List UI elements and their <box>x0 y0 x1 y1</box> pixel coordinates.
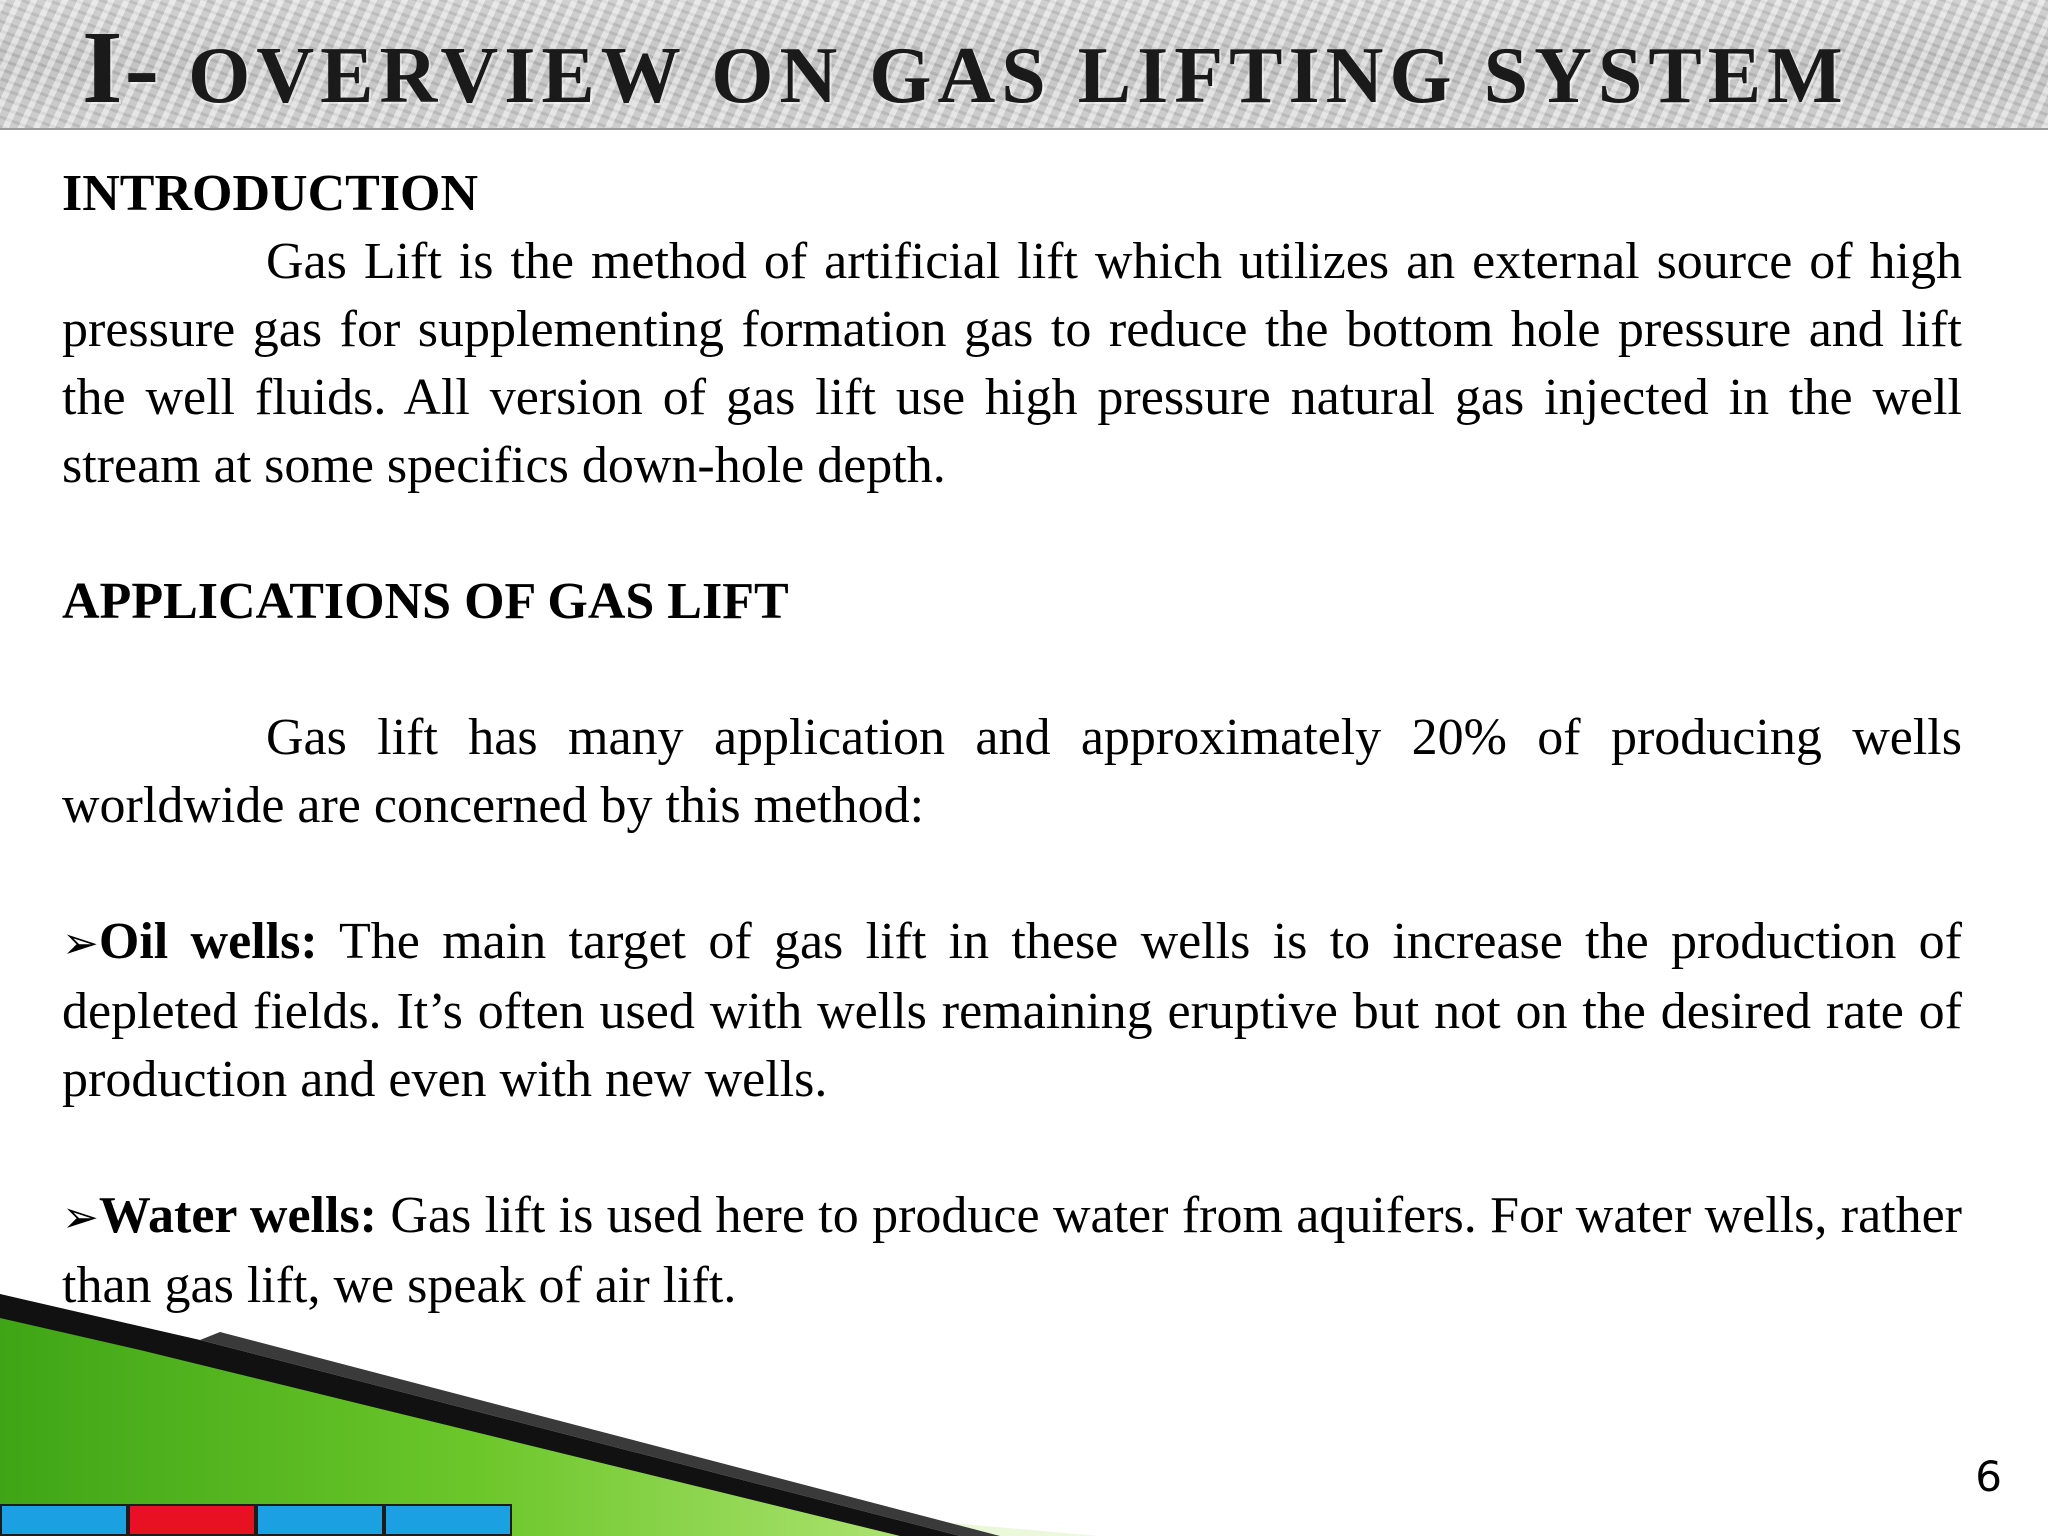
color-strip <box>0 1504 512 1536</box>
strip-block <box>384 1504 512 1536</box>
title-prefix: I- <box>82 10 162 125</box>
arrow-bullet-icon: ➢ <box>62 918 99 969</box>
title-main: OVERVIEW ON GAS LIFTING SYSTEM <box>188 32 1849 120</box>
spacer <box>62 1114 1962 1182</box>
introduction-paragraph: Gas Lift is the method of artificial lift which utilizes an external source of high pressure gas for supplementing formation gas to reduce the bottom hole pressure and lift the well fluids. All version of gas lift use high pressure natural gas injected in the well stream at some specifics down-hole depth. <box>62 233 1962 494</box>
green-swoosh-decoration <box>0 1280 2048 1536</box>
bullet-term: Oil wells: <box>98 913 318 970</box>
bullet-oil-wells <box>62 908 1962 1114</box>
strip-block <box>128 1504 256 1536</box>
arrow-bullet-icon: ➢ <box>62 1192 99 1243</box>
spacer <box>62 840 1962 908</box>
page-number: 6 <box>1975 1452 2002 1501</box>
bullet-term: Water wells: <box>98 1187 378 1244</box>
applications-paragraph: Gas lift has many application and approximately 20% of producing wells worldwide are concerned by this method: <box>62 709 1962 834</box>
bullet-text: Gas lift is used here to produce water from aquifers. For water wells, rather than gas lift, we speak of air lift. <box>62 1187 1963 1314</box>
applications-heading: APPLICATIONS OF GAS LIFT <box>62 573 789 630</box>
slide-title <box>82 10 1982 125</box>
strip-block <box>256 1504 384 1536</box>
spacer <box>62 500 1962 568</box>
title-bar <box>0 0 2048 130</box>
introduction-heading: INTRODUCTION <box>62 165 479 222</box>
slide-content <box>62 160 1962 1320</box>
bullet-text: The main target of gas lift in these wells is to increase the production of depleted fields. It’s often used with wells remaining eruptive but not on the desired rate of production and even with new wells. <box>62 913 1962 1108</box>
spacer <box>62 636 1962 704</box>
strip-block <box>0 1504 128 1536</box>
